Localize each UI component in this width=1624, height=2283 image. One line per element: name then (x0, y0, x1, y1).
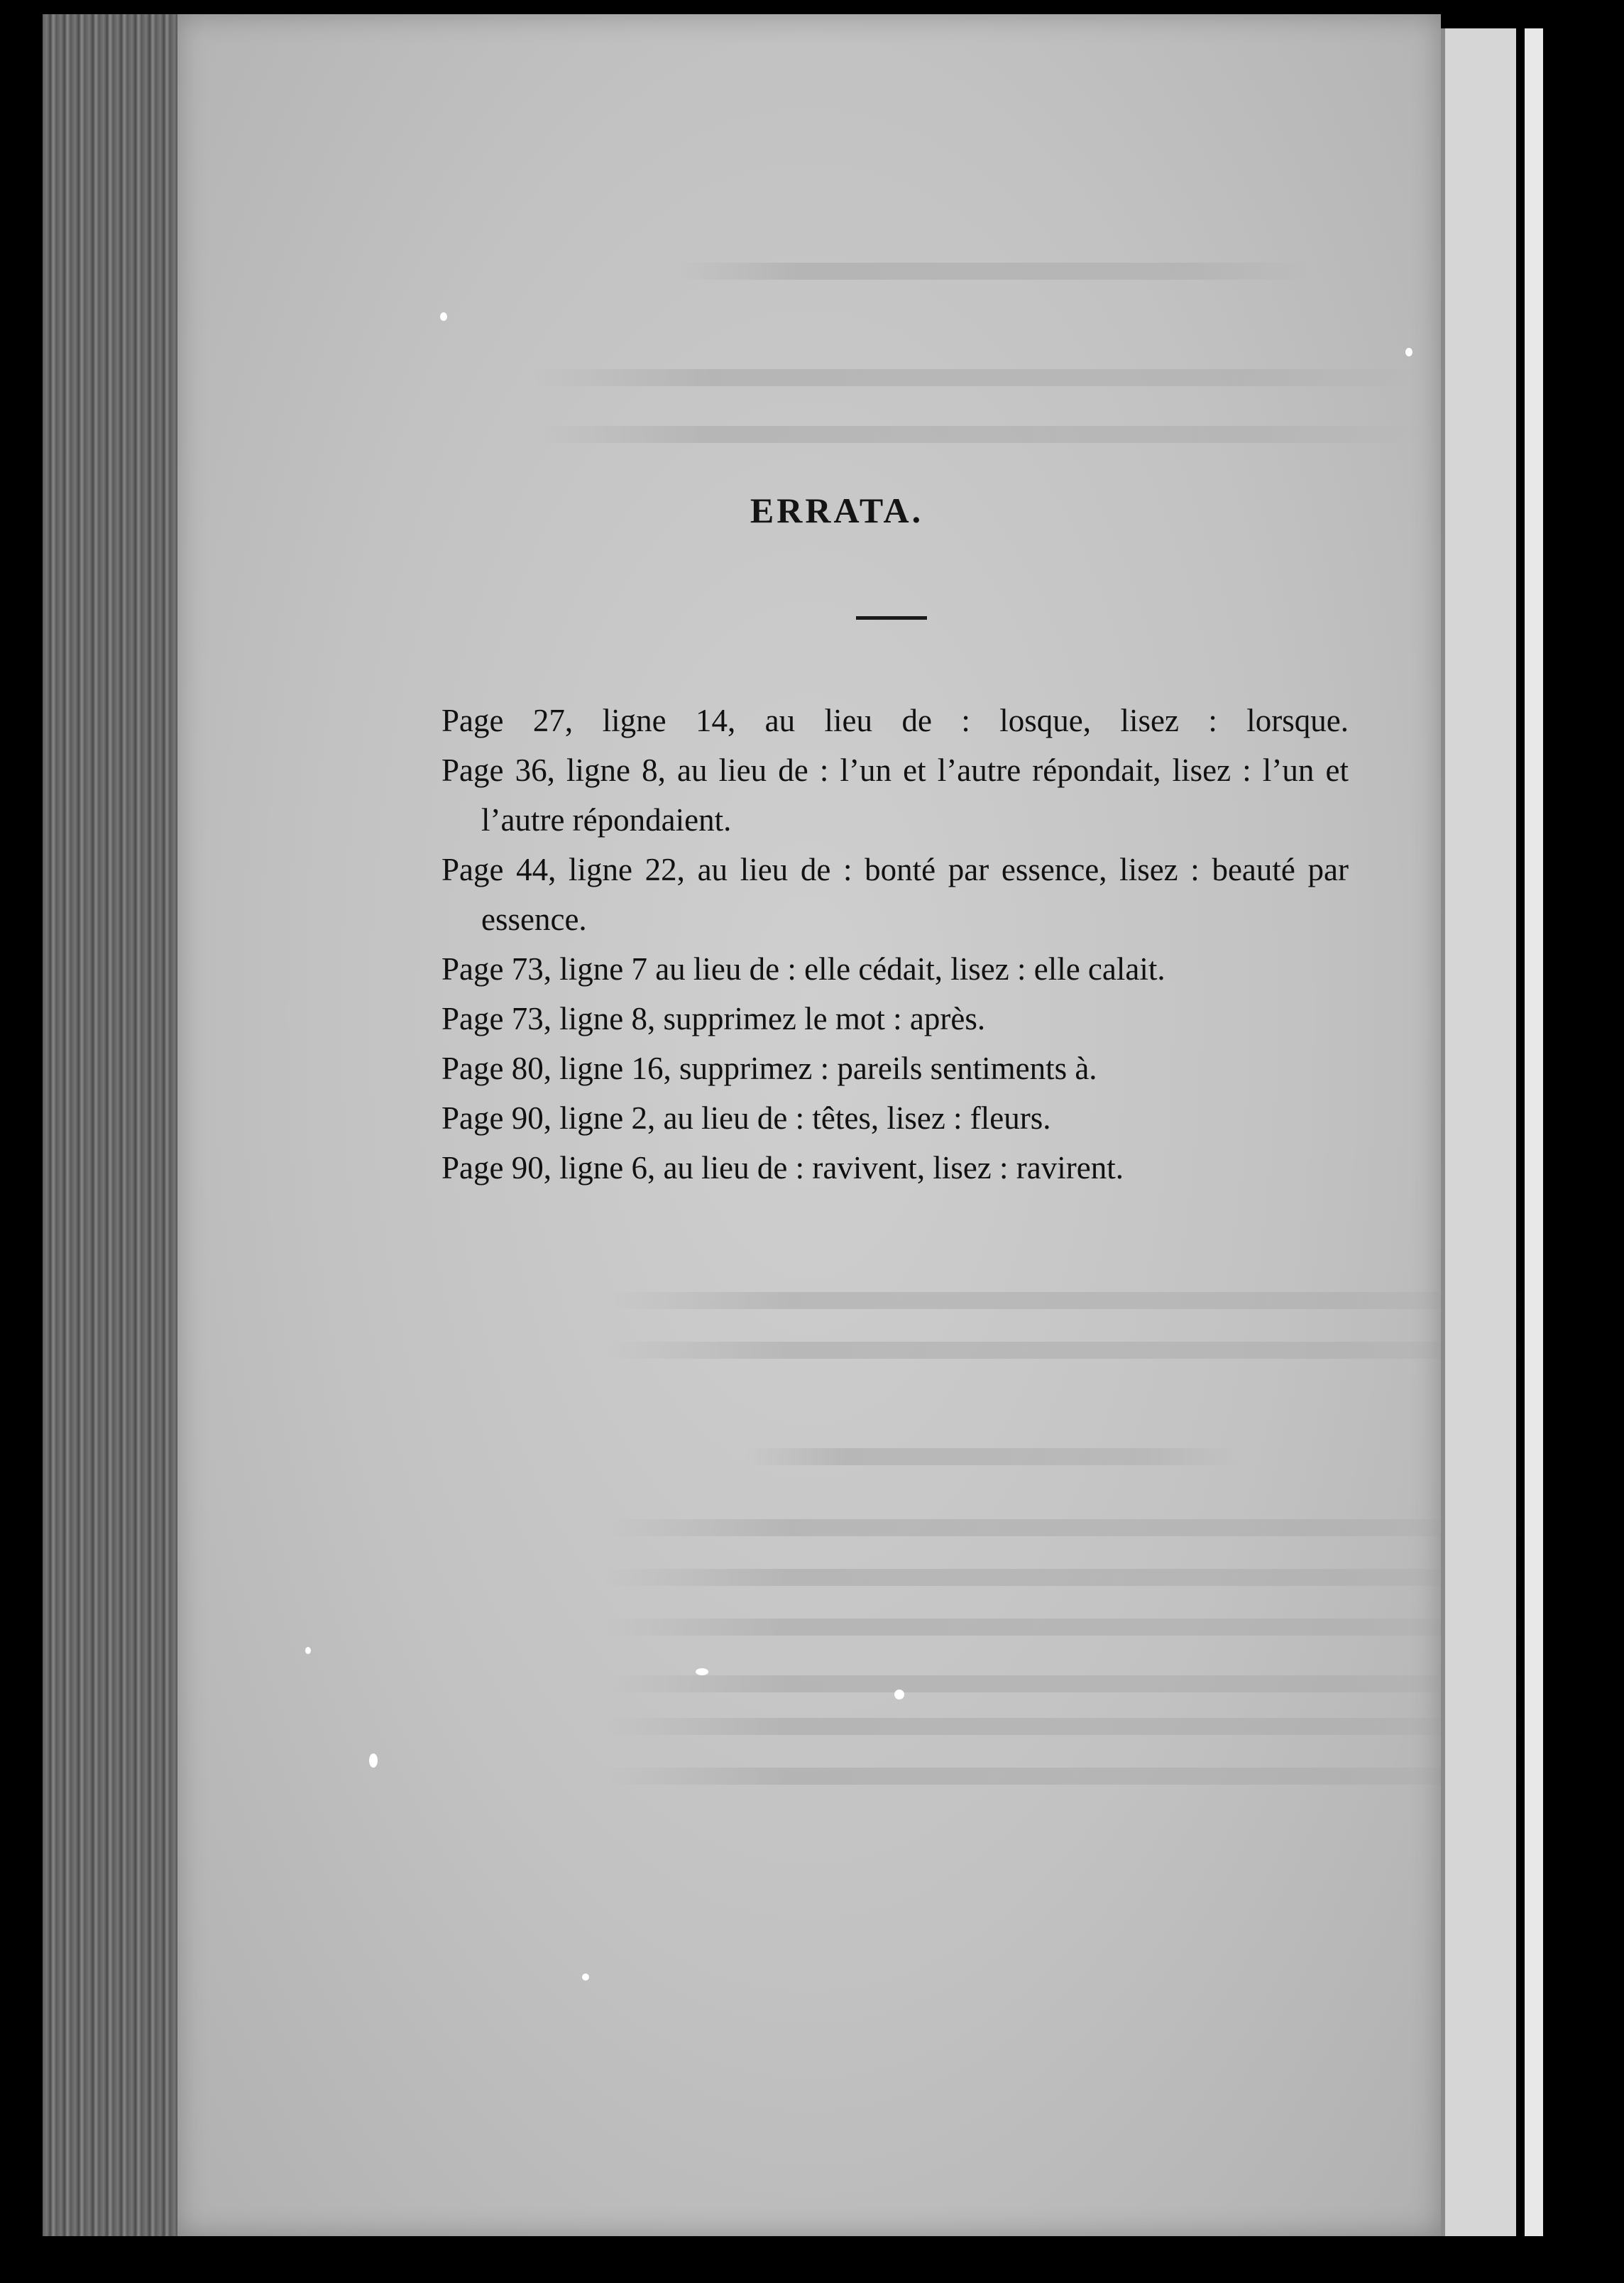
page-title (0, 490, 1624, 531)
show-through-line (603, 1619, 1526, 1636)
show-through-line (603, 1342, 1526, 1359)
scan-speck (582, 1973, 589, 1981)
errata-entry: Page 90, ligne 2, au lieu de : têtes, lisez : fleurs. (441, 1100, 1051, 1136)
facing-page-strip (1441, 28, 1516, 2236)
errata-entry: Page 27, ligne 14, au lieu de : losque, lisez : lorsque. (441, 703, 1349, 738)
scan-speck (894, 1690, 904, 1699)
scan-speck (305, 1647, 311, 1654)
scan-speck (1405, 348, 1412, 356)
errata-entry: Page 73, ligne 8, supprimez le mot : après. (441, 1001, 986, 1036)
show-through-line (603, 1519, 1526, 1536)
show-through-line (674, 263, 1313, 280)
show-through-line (603, 1718, 1526, 1735)
show-through-line (532, 426, 1420, 443)
errata-entry: Page 73, ligne 7 au lieu de : elle cédait, lisez : elle calait. (441, 951, 1165, 987)
errata-entry: Page 90, ligne 6, au lieu de : ravivent, lisez : ravirent. (441, 1150, 1124, 1186)
show-through-line (532, 369, 1420, 386)
errata-entry: Page 44, ligne 22, au lieu de : bonté par essence, lisez : beauté par essence. (441, 852, 1349, 937)
scan-speck (696, 1668, 708, 1675)
errata-entry: Page 80, ligne 16, supprimez : pareils sentiments à. (441, 1051, 1097, 1086)
show-through-line (603, 1569, 1526, 1586)
show-through-line (603, 1768, 1526, 1785)
show-through-line (603, 1675, 1526, 1692)
book-page-edges (43, 14, 177, 2236)
errata-list (441, 696, 1349, 1193)
facing-page-edge (1525, 28, 1543, 2236)
page-title-text: ERRATA. (750, 491, 924, 530)
show-through-line (603, 1292, 1526, 1309)
errata-entry: Page 36, ligne 8, au lieu de : l’un et l’autre répondait, lisez : l’un et l’autre répondaient. (441, 752, 1349, 838)
scan-speck (369, 1753, 378, 1768)
show-through-line (745, 1448, 1242, 1465)
title-rule (856, 616, 927, 620)
scan-speck (440, 312, 447, 321)
